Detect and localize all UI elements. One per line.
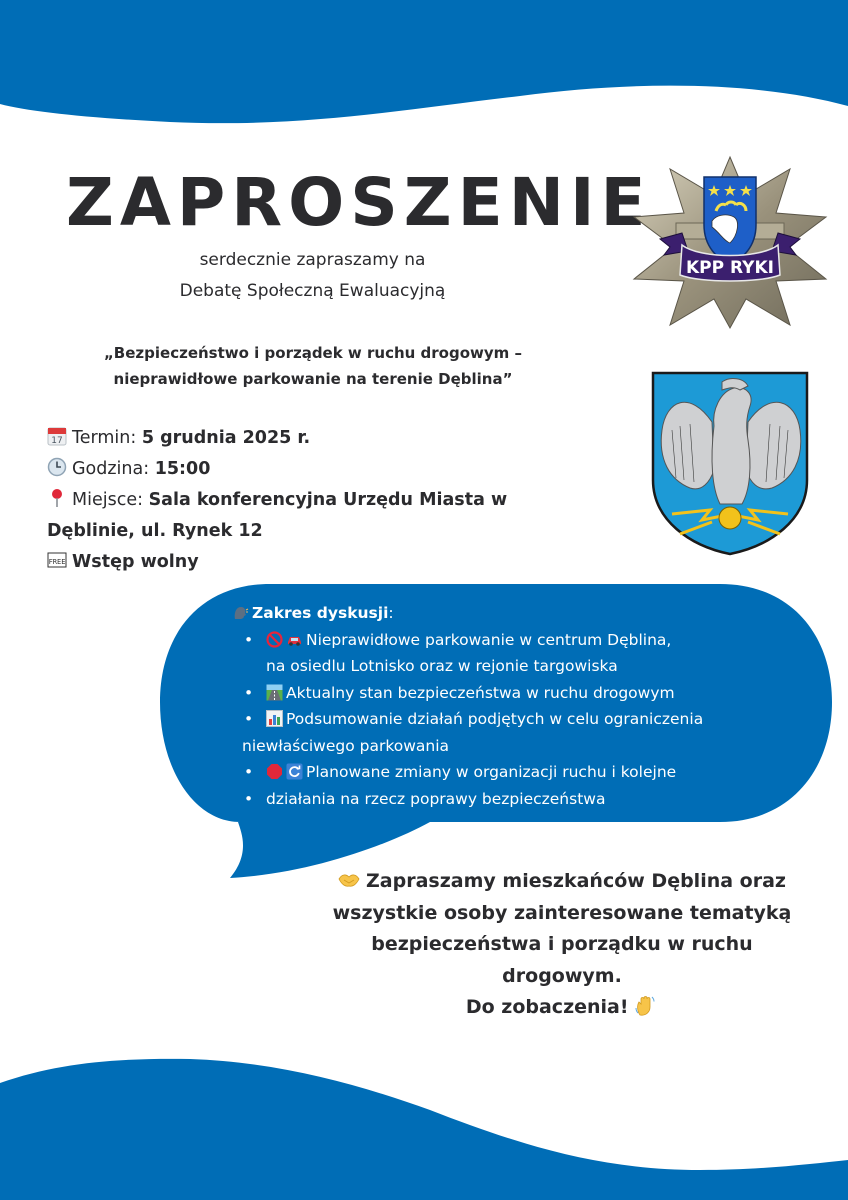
farewell: Do zobaczenia! <box>300 992 824 1024</box>
time-value: 15:00 <box>154 459 211 479</box>
discussion-list <box>242 627 792 813</box>
closing-invitation <box>300 866 824 1024</box>
pin-icon <box>47 488 67 508</box>
speaking-head-icon <box>232 604 249 621</box>
svg-text:KPP RYKI: KPP RYKI <box>686 258 774 278</box>
detail-place-cont <box>47 516 567 547</box>
top-wave-decoration <box>0 0 848 130</box>
detail-date <box>47 423 567 454</box>
date-value: 5 grudnia 2025 r. <box>141 428 311 448</box>
police-star-badge-logo <box>630 155 830 330</box>
place-value-line-2: Dęblinie, ul. Rynek 12 <box>47 521 263 541</box>
discussion-heading-text: Zakres dyskusji <box>252 604 389 622</box>
svg-text:FREE: FREE <box>48 558 66 566</box>
refresh-icon <box>286 763 303 780</box>
detail-place <box>47 485 567 516</box>
list-item: • Podsumowanie działań podjętych w celu ograniczenia niewłaściwego parkowania <box>242 706 792 759</box>
topic-line-1: „Bezpieczeństwo i porządek w ruchu drogowym – <box>103 344 523 362</box>
detail-time <box>47 454 567 485</box>
place-value-line-1: Sala konferencyjna Urzędu Miasta w <box>148 490 508 510</box>
closing-line-3: bezpieczeństwa i porządku w ruchu <box>371 933 753 955</box>
waving-hand-icon <box>635 995 655 1017</box>
discussion-heading: Zakres dyskusji: <box>232 600 792 627</box>
page-title: ZAPROSZENIE <box>66 164 652 241</box>
svg-text:17: 17 <box>51 436 63 446</box>
calendar-icon <box>47 426 67 446</box>
time-label: Godzina: <box>72 459 155 479</box>
topic-line-2: nieprawidłowe parkowanie na terenie Dęblina” <box>113 370 513 388</box>
entry-value: Wstęp wolny <box>72 552 199 572</box>
debate-topic <box>78 340 548 392</box>
date-label: Termin: <box>72 428 142 448</box>
detail-entry <box>47 547 567 578</box>
free-icon <box>47 550 67 570</box>
road-icon <box>266 684 283 701</box>
invitation-subtitle <box>150 245 475 307</box>
bar-chart-icon <box>266 710 283 727</box>
list-item: • Aktualny stan bezpieczeństwa w ruchu drogowym <box>242 680 792 707</box>
subtitle-line-1: serdecznie zapraszamy na <box>199 250 426 270</box>
list-item: • działania na rzecz poprawy bezpieczeństwa <box>242 786 792 813</box>
subtitle-line-2: Debatę Społeczną Ewaluacyjną <box>179 281 446 301</box>
list-item: • Planowane zmiany w organizacji ruchu i kolejne <box>242 759 792 786</box>
no-entry-icon <box>266 631 283 648</box>
clock-icon <box>47 457 67 477</box>
deblin-coat-of-arms <box>650 370 810 556</box>
place-label: Miejsce: <box>72 490 149 510</box>
closing-line-4: drogowym. <box>502 964 622 987</box>
closing-line-1: Zapraszamy mieszkańców Dęblina oraz <box>300 866 824 898</box>
list-item: • Nieprawidłowe parkowanie w centrum Dęblina, na osiedlu Lotnisko oraz w rejonie targowiska <box>242 627 792 680</box>
discussion-scope <box>232 600 792 812</box>
stop-sign-icon <box>266 763 283 780</box>
event-details <box>47 423 567 578</box>
closing-line-2: wszystkie osoby zainteresowane tematyką <box>332 901 792 924</box>
handshake-icon <box>338 871 360 889</box>
car-icon <box>286 631 303 648</box>
bottom-wave-decoration <box>0 1040 848 1200</box>
